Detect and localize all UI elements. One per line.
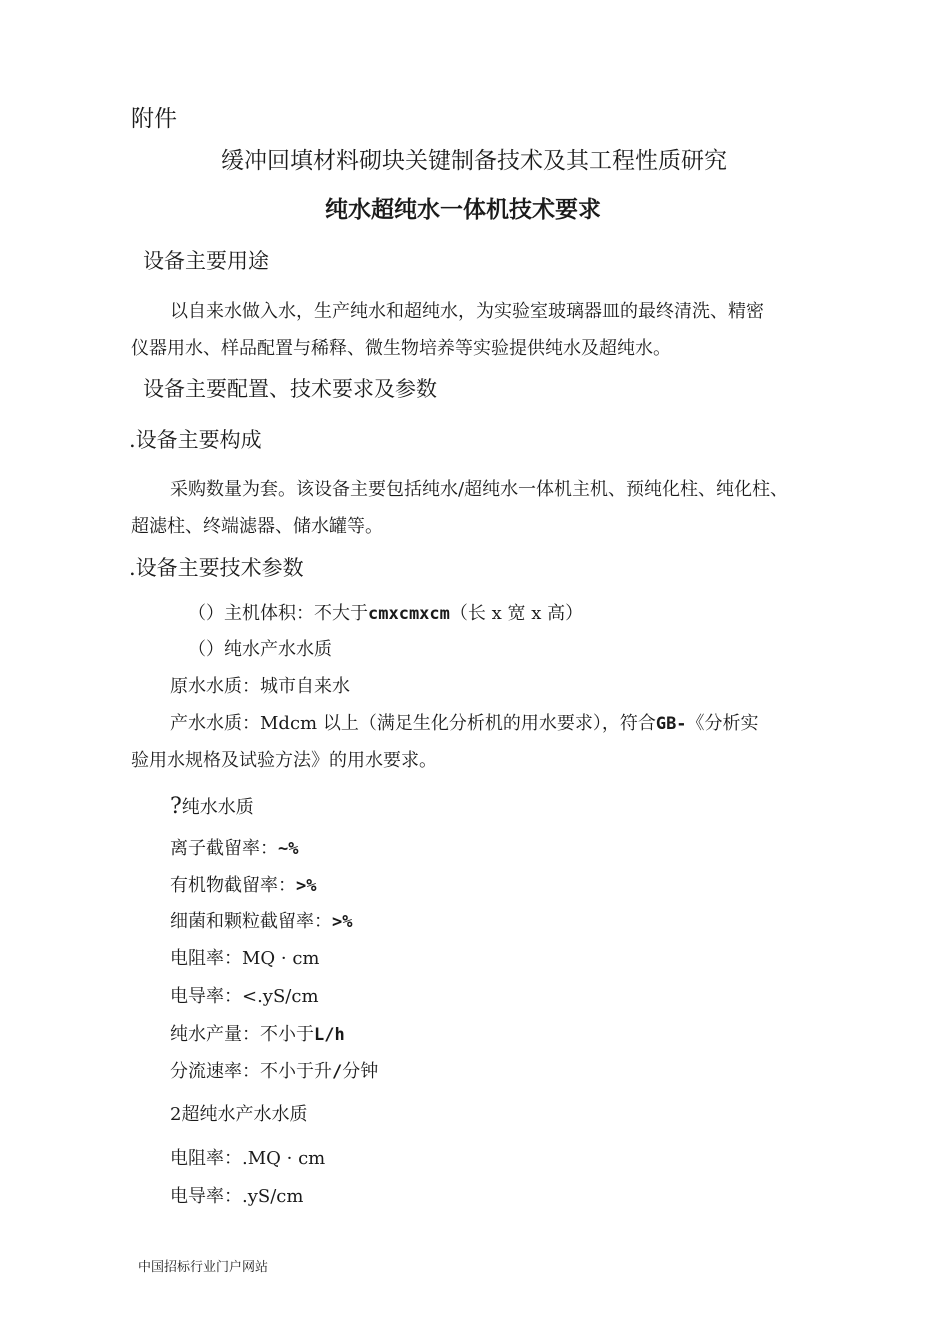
project-title: 缓冲回填材料砌块关键制备技术及其工程性质研究 (221, 148, 727, 174)
ultra-pure-heading-num: 2 (170, 1104, 182, 1125)
flow-rate-slash: / (332, 1062, 343, 1082)
section2-heading: 设备主要配置、技术要求及参数 (143, 377, 437, 401)
organic-rejection-line (170, 877, 316, 895)
product-water-line2: 验用水规格及试验方法》的用水要求。 (131, 750, 437, 771)
bacteria-rejection-line (170, 913, 352, 931)
flow-rate-label: 分流速率：不小于升 (170, 1061, 332, 1082)
footer-site-name: 中国招标行业门户网站 (138, 1260, 269, 1275)
item1-line (188, 605, 583, 623)
section1-para-line1: 以自来水做入水，生产纯水和超纯水，为实验室玻璃器皿的最终清洗、精密 (170, 301, 764, 322)
section1-para-line2: 仪器用水、样品配置与稀释、微生物培养等实验提供纯水及超纯水。 (131, 338, 671, 359)
flow-rate-line (170, 1063, 378, 1081)
ultra-resistivity-line: 电阻率：.MQ · cm (170, 1148, 326, 1169)
output-line (170, 1026, 345, 1044)
attachment-label: 附件 (131, 106, 177, 132)
output-label: 纯水产量：不小于 (170, 1024, 314, 1045)
sub2-heading: .设备主要技术参数 (129, 556, 304, 580)
standard-title-start: 《分析实 (686, 713, 759, 734)
ultra-conductivity-line: 电导率：.yS/cm (170, 1186, 304, 1207)
section1-heading: 设备主要用途 (143, 249, 269, 273)
item1-suffix: （长 x 宽 x 高） (449, 603, 584, 624)
product-water-line1 (170, 715, 759, 733)
main-title: 纯水超纯水一体机技术要求 (325, 197, 601, 223)
ultra-pure-heading-text: 超纯水产水水质 (181, 1104, 308, 1125)
ion-rejection-label: 离子截留率： (170, 838, 278, 859)
item1-prefix: （）主机体积：不大于 (188, 603, 368, 624)
organic-rejection-value: >% (296, 876, 317, 896)
item2-line: （）纯水产水水质 (188, 639, 332, 660)
raw-water-line: 原水水质：城市自来水 (170, 676, 350, 697)
organic-rejection-label: 有机物截留率： (170, 875, 296, 896)
flow-rate-suffix: 分钟 (342, 1061, 379, 1082)
bacteria-rejection-value: >% (332, 912, 353, 932)
ion-rejection-line (170, 840, 298, 858)
standard-code: GB- (655, 714, 687, 734)
item1-value: cmxcmxcm (368, 604, 450, 624)
ion-rejection-value: ~% (278, 839, 299, 859)
sub1-line2: 超滤柱、终端滤器、储水罐等。 (131, 516, 383, 537)
output-value: L/h (314, 1025, 345, 1045)
pure-water-heading-mark: ? (170, 794, 182, 819)
resistivity-line: 电阻率：MQ · cm (170, 948, 320, 969)
sub1-line1: 采购数量为套。该设备主要包括纯水/超纯水一体机主机、预纯化柱、纯化柱、 (170, 479, 789, 500)
sub1-heading: .设备主要构成 (129, 428, 262, 452)
pure-water-heading-text: 纯水水质 (181, 797, 254, 818)
ultra-pure-heading (170, 1106, 307, 1124)
pure-water-heading (170, 796, 254, 818)
bacteria-rejection-label: 细菌和颗粒截留率： (170, 911, 332, 932)
conductivity-line: 电导率：<.yS/cm (170, 986, 319, 1007)
product-water-text: 产水水质：Mdcm 以上（满足生化分析机的用水要求），符合 (170, 713, 656, 734)
